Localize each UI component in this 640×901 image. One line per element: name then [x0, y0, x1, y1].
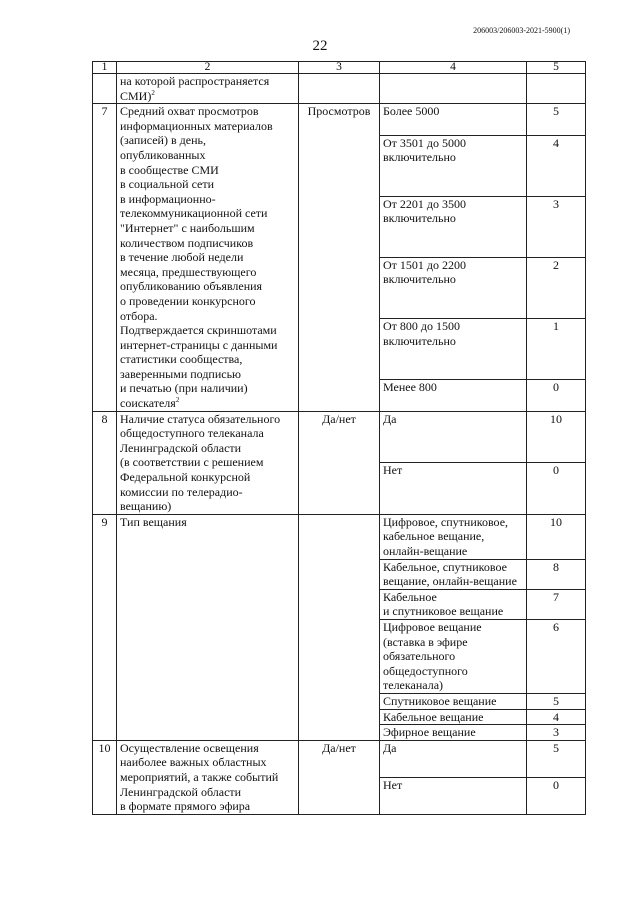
footnote-ref: 2 — [151, 88, 155, 97]
option-cell: Более 5000 — [380, 104, 527, 136]
row-number: 9 — [93, 514, 117, 740]
option-cell: Эфирное вещание — [380, 725, 527, 741]
unit-cell: Да/нет — [299, 411, 380, 514]
option-cell: Цифровое вещание (вставка в эфире обязательного общедоступного телеканала) — [380, 619, 527, 693]
criterion-text: Тип вещания — [120, 514, 187, 529]
score-cell: 4 — [527, 709, 586, 725]
header-row — [93, 62, 586, 74]
row-number: 8 — [93, 411, 117, 514]
score-cell: 3 — [527, 196, 586, 257]
criterion-cell — [117, 514, 299, 740]
option-cell: Спутниковое вещание — [380, 693, 527, 709]
option-cell: От 2201 до 3500 включительно — [380, 196, 527, 257]
criterion-cell — [117, 104, 299, 411]
score-cell: 7 — [527, 589, 586, 619]
score-cell: 5 — [527, 740, 586, 777]
option-cell: Цифровое, спутниковое, кабельное вещание, онлайн-вещание — [380, 514, 527, 559]
option-cell: От 800 до 1500 включительно — [380, 318, 527, 379]
header-col-3: 3 — [299, 62, 380, 74]
score-cell: 4 — [527, 135, 586, 196]
header-col-1: 1 — [93, 62, 117, 74]
unit-cell: Да/нет — [299, 740, 380, 814]
criterion-row — [93, 104, 586, 136]
header-col-4: 4 — [380, 62, 527, 74]
option-cell: Да — [380, 740, 527, 777]
row-number — [93, 74, 117, 104]
score-cell: 2 — [527, 257, 586, 318]
score-cell: 10 — [527, 514, 586, 559]
option-cell: Нет — [380, 777, 527, 814]
unit-cell — [299, 74, 380, 104]
score-cell: 8 — [527, 559, 586, 589]
criterion-row — [93, 740, 586, 777]
header-col-2: 2 — [117, 62, 299, 74]
criterion-cell: на которой распространяется СМИ)$^2$ — [117, 74, 299, 104]
row-number: 7 — [93, 104, 117, 411]
criterion-cell — [117, 740, 299, 814]
unit-cell: Просмотров — [299, 104, 380, 411]
option-cell — [380, 74, 527, 104]
score-cell: 10 — [527, 411, 586, 463]
footnote-ref: 2 — [175, 396, 180, 405]
criterion-row — [93, 411, 586, 463]
page-number: 22 — [312, 38, 328, 54]
score-cell: 5 — [527, 693, 586, 709]
option-cell: Да — [380, 411, 527, 463]
option-cell: От 1501 до 2200 включительно — [380, 257, 527, 318]
criterion-text: Средний охват просмотров информационных материалов (записей) в день, опубликованных в сообществе СМИ в социальной сети в информационно- телекоммуникационной сети "Интернет" с наибольшим количеством подписчиков в течение любой недели месяца, предшествующего опубликованию объявления о проведении конкурсного отбора. Подтверждается скриншотами интернет-страницы с данными статистики сообщества, заверенными подписью и печатью (при наличии) соискателя — [120, 104, 278, 411]
document-id: 206003/206003-2021-5900(1) — [473, 26, 570, 35]
option-cell: От 3501 до 5000 включительно — [380, 135, 527, 196]
row-number: 10 — [93, 740, 117, 814]
score-cell: 0 — [527, 777, 586, 814]
score-cell: 0 — [527, 380, 586, 412]
criterion-row — [93, 514, 586, 559]
score-cell: 0 — [527, 463, 586, 515]
option-cell: Кабельное, спутниковое вещание, онлайн-вещание — [380, 559, 527, 589]
score-cell: 6 — [527, 619, 586, 693]
unit-cell — [299, 514, 380, 740]
criterion-text: Наличие статуса обязательного общедоступного телеканала Ленинградской области (в соответствии с решением Федеральной конкурсной комиссии по телерадио- вещанию) — [120, 411, 281, 514]
option-cell: Кабельное вещание — [380, 709, 527, 725]
criterion-text: Осуществление освещения наиболее важных областных мероприятий, а также событий Ленинградской области в формате прямого эфира — [120, 740, 279, 814]
option-cell: Кабельное и спутниковое вещание — [380, 589, 527, 619]
header-col-5: 5 — [527, 62, 586, 74]
option-cell: Менее 800 — [380, 380, 527, 412]
score-cell: 5 — [527, 104, 586, 136]
score-cell: 3 — [527, 725, 586, 741]
continuation-row — [93, 74, 586, 104]
score-cell: 1 — [527, 318, 586, 379]
criteria-table — [92, 61, 586, 815]
option-cell: Нет — [380, 463, 527, 515]
criterion-cell — [117, 411, 299, 514]
score-cell — [527, 74, 586, 104]
